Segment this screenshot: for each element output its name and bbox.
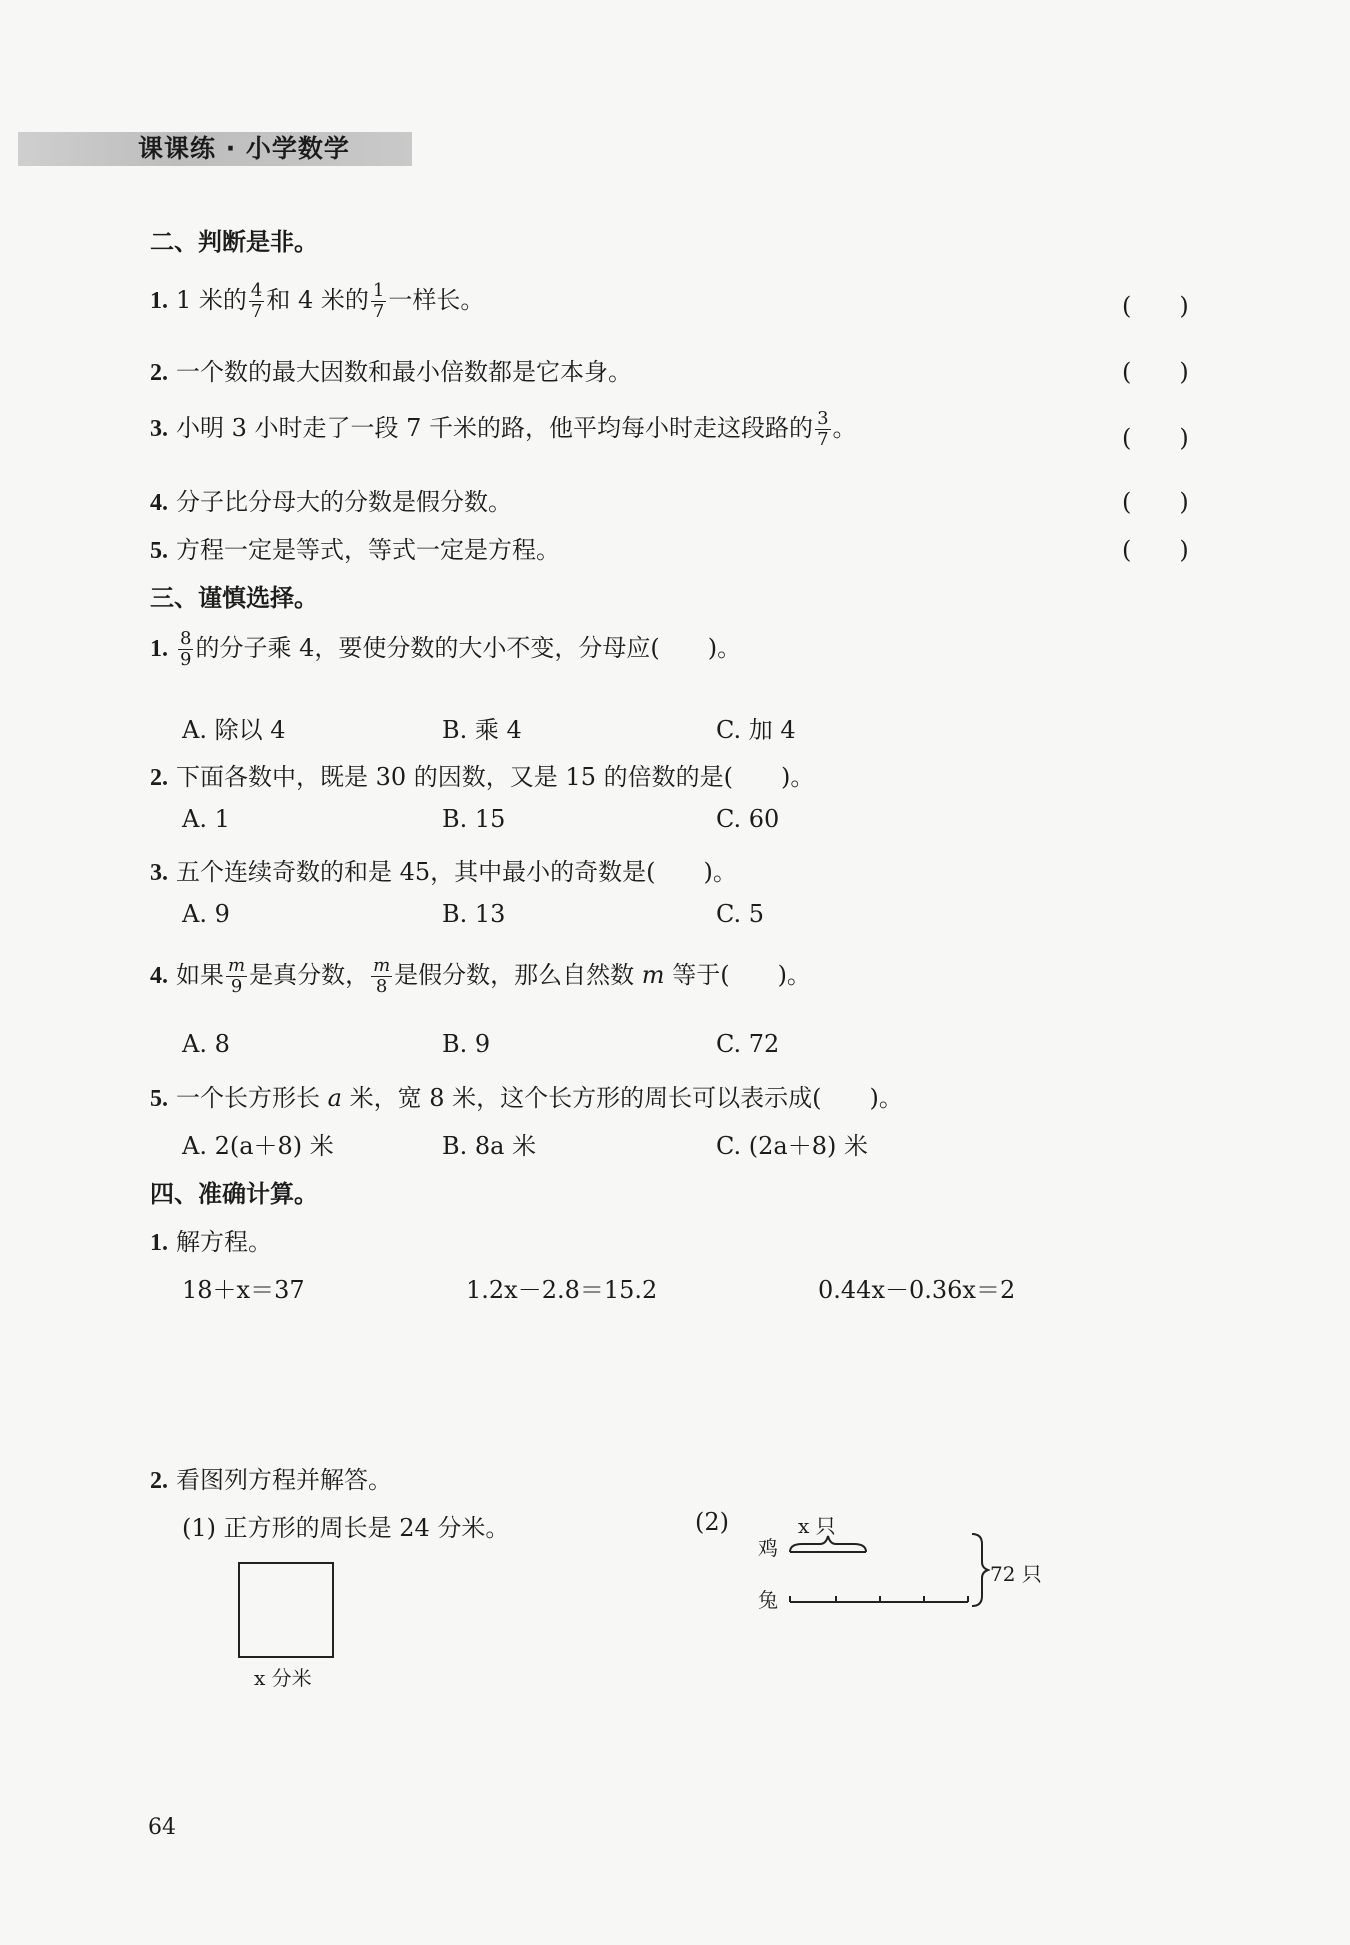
header-title: 课课练 · 小学数学 (138, 134, 350, 163)
chicken-brace (790, 1536, 866, 1552)
rabbit-label: 兔 (758, 1588, 778, 1612)
fraction: $\frac{4}{7}$ (250, 280, 263, 322)
choice-q4: 4. 如果 $\frac{m}{9}$ 是真分数， $\frac{m}{8}$ 是假分数，那么自然数 m 等于( )。 (150, 955, 811, 997)
fraction: $\frac{8}{9}$ (180, 628, 192, 670)
page-number: 64 (148, 1815, 176, 1840)
option-b[interactable]: B. 9 (442, 1030, 491, 1058)
judge-item-3: 3. 小明 3 小时走了一段 7 千米的路，他平均每小时走这段路的 $\frac{3}{7}$ 。 (150, 408, 857, 450)
option-c[interactable]: C. 60 (716, 805, 780, 833)
section-2-title: 二、判断是非。 (150, 228, 318, 256)
fraction: $\frac{m}{8}$ (373, 955, 391, 997)
judge-item-1: 1. 1 米的 $\frac{4}{7}$ 和 4 米的 $\frac{1}{7}$ 一样长。 (150, 280, 485, 322)
calc-q1: 1. 解方程。 (150, 1228, 272, 1256)
option-b[interactable]: B. 乘 4 (442, 716, 522, 744)
fraction: $\frac{m}{9}$ (228, 955, 246, 997)
fraction: $\frac{1}{7}$ (372, 280, 385, 322)
line-segment-diagram (780, 1530, 990, 1610)
option-b[interactable]: B. 13 (442, 900, 506, 928)
fraction: $\frac{3}{7}$ (817, 408, 829, 450)
calc-q2: 2. 看图列方程并解答。 (150, 1466, 392, 1494)
judge-item-5: 5. 方程一定是等式，等式一定是方程。 (150, 536, 560, 564)
x-count-label: x 只 (798, 1514, 836, 1538)
square-side-label: x 分米 (254, 1666, 312, 1690)
choice-q1: 1. $\frac{8}{9}$ 的分子乘 4，要使分数的大小不变，分母应( )。 (150, 628, 742, 670)
choice-q3: 3. 五个连续奇数的和是 45，其中最小的奇数是( )。 (150, 858, 737, 886)
section-4-title: 四、准确计算。 (150, 1180, 318, 1208)
option-b[interactable]: B. 8a 米 (442, 1132, 537, 1160)
item-number: 1. (150, 288, 168, 314)
option-a[interactable]: A. 1 (182, 805, 230, 833)
answer-blank[interactable]: ( ) (1122, 292, 1189, 320)
choice-q5: 5. 一个长方形长 a 米，宽 8 米，这个长方形的周长可以表示成( )。 (150, 1084, 903, 1112)
equation-2: 1.2x－2.8＝15.2 (466, 1276, 658, 1304)
answer-blank[interactable]: ( ) (1122, 358, 1189, 386)
judge-item-2: 2. 一个数的最大因数和最小倍数都是它本身。 (150, 358, 632, 386)
option-a[interactable]: A. 8 (182, 1030, 230, 1058)
option-c[interactable]: C. 72 (716, 1030, 780, 1058)
equation-3: 0.44x－0.36x＝2 (818, 1276, 1016, 1304)
option-a[interactable]: A. 除以 4 (182, 716, 286, 744)
option-a[interactable]: A. 9 (182, 900, 230, 928)
judge-item-4: 4. 分子比分母大的分数是假分数。 (150, 488, 512, 516)
answer-blank[interactable]: ( ) (1122, 488, 1189, 516)
total-label: 72 只 (990, 1562, 1042, 1586)
answer-blank[interactable]: ( ) (1122, 536, 1189, 564)
option-a[interactable]: A. 2(a＋8) 米 (182, 1132, 334, 1160)
option-b[interactable]: B. 15 (442, 805, 506, 833)
option-c[interactable]: C. (2a＋8) 米 (716, 1132, 868, 1160)
total-brace (972, 1534, 988, 1606)
answer-blank[interactable]: ( ) (1122, 424, 1189, 452)
option-c[interactable]: C. 加 4 (716, 716, 796, 744)
section-3-title: 三、谨慎选择。 (150, 584, 318, 612)
equation-1: 18＋x＝37 (182, 1276, 305, 1304)
chicken-label: 鸡 (758, 1536, 778, 1560)
choice-q2: 2. 下面各数中，既是 30 的因数，又是 15 的倍数的是( )。 (150, 763, 815, 791)
sub-question-1: (1) 正方形的周长是 24 分米。 (182, 1514, 510, 1542)
square-figure (238, 1562, 334, 1658)
option-c[interactable]: C. 5 (716, 900, 765, 928)
sub-question-2: (2) (695, 1508, 729, 1536)
